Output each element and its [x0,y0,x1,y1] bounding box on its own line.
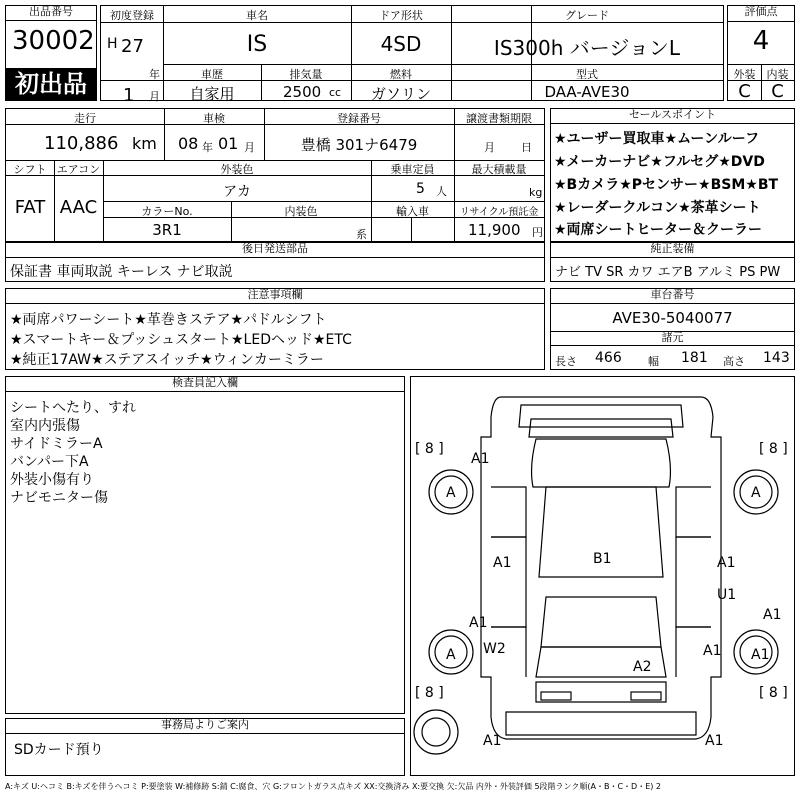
recycle-fee: 11,900 [468,221,521,239]
notes-title: 注意事項欄 [6,289,544,304]
history-label: 車歴 [201,68,223,81]
sales-point-line: ★レーダークルコン★茶革シート [554,200,761,216]
reg-month: 1 [123,85,135,106]
inspector-line: サイドミラーA [10,436,103,452]
damage-mark: W2 [483,641,506,657]
width-label: 幅 [648,355,659,368]
ext-score: C [738,81,751,102]
inspection-year-unit: 年 [202,141,213,154]
ac: AAC [59,197,98,218]
damage-mark: A [446,647,456,663]
sales-point-line: ★メーカーナビ★フルセグ★DVD [554,154,765,170]
displacement-unit: cc [329,86,342,99]
lot-label: 出品番号 [6,6,96,21]
max-load-label: 最大積載量 [471,163,527,176]
transfer-day-unit: 日 [521,141,532,154]
notes-line: ★スマートキー＆プッシュスタート★LEDヘッド★ETC [10,332,352,348]
office-box [5,718,405,776]
inspector-line: シートへたり、すれ [10,400,136,416]
car-diagram [410,376,795,776]
lot-number: 30002 [12,26,95,56]
inspection-year: 08 [178,134,199,153]
damage-mark: A1 [705,733,724,749]
damage-mark: A1 [471,451,490,467]
damage-mark: A1 [483,733,502,749]
reg-number: 豊橋 301ナ6479 [300,136,418,154]
score-box [727,5,795,101]
equipment-title: 純正装備 [551,243,794,258]
notes-line: ★純正17AW★ステアスイッチ★ウィンカーミラー [10,352,324,368]
inspector-title: 検査員記入欄 [6,377,404,392]
inspection-month: 01 [218,134,239,153]
first-reg-label: 初度登録 [110,9,154,22]
lot-number-box [5,5,97,101]
equipment-text: ナビ TV SR カワ エアB アルミ PS PW [555,265,781,280]
transfer-month-unit: 月 [484,141,495,154]
damage-mark: A1 [751,647,770,663]
sales-point-line: ★ユーザー買取車★ムーンルーフ [554,131,760,147]
transfer-doc-label: 譲渡書類期限 [466,112,532,125]
damage-mark: A [446,485,456,501]
chassis-number: AVE30-5040077 [612,309,733,327]
mark-label: [ 8 ] [415,685,444,701]
damage-mark: B1 [593,551,612,567]
int-color-unit: 系 [356,228,367,241]
later-parts-title: 後日発送部品 [6,243,544,258]
mark-label: [ 8 ] [759,685,788,701]
sales-point-line: ★両席シートヒーター＆クーラー [554,222,762,238]
sales-points-box [550,108,795,242]
color-label: 外装色 [220,163,254,176]
dims-title: 諸元 [551,332,794,346]
damage-mark: A1 [493,555,512,571]
door-type: 4SD [380,32,422,56]
inspector-line: 室内内張傷 [10,418,80,434]
height-label: 高さ [723,355,745,368]
equipment-box [550,242,795,282]
score: 4 [752,26,770,56]
inspector-line: 外装小傷有り [10,472,94,488]
score-label: 評価点 [728,6,794,22]
legend: A:キズ U:ヘコミ B:キズを伴うヘコミ P:要塗装 W:補修跡 S:錆 C:腐食、穴 G:フロントガラス点キズ XX:交換済み X:要交換 欠:欠品 内外・外装評価 5段階ランク順(A・B・C・D・E) 2 [5,782,662,791]
length: 466 [595,350,622,366]
capacity: 5 [416,181,425,197]
max-load-unit: kg [529,186,543,199]
damage-mark: U1 [717,587,737,603]
office-title: 事務局よりご案内 [6,719,404,734]
shift-label: シフト [13,163,47,176]
mileage-unit: km [132,134,157,153]
notes-line: ★両席パワーシート★革巻きステア★パドルシフト [10,312,327,328]
car-outline-svg [411,377,794,775]
car-name-label: 車名 [246,9,268,22]
damage-mark: A [751,485,761,501]
vehicle-info-grid [5,108,545,242]
mark-label: [ 8 ] [759,441,788,457]
later-parts-text: 保証書 車両取説 キーレス ナビ取説 [10,264,233,280]
mark-label: [ 8 ] [415,441,444,457]
import-label: 輸入車 [396,205,429,218]
ac-label: エアコン [56,163,101,176]
int-label: 内装 [766,68,789,81]
model-label: 型式 [576,68,598,81]
displacement-label: 排気量 [289,68,323,81]
inspection-month-unit: 月 [244,141,255,154]
shift: FAT [14,197,46,218]
chassis-title: 車台番号 [551,289,794,304]
int-color-label: 内装色 [284,205,318,218]
inspector-box [5,376,405,714]
era: H [107,36,118,52]
color-no-label: カラーNo. [141,205,193,218]
first-listing-badge: 初出品 [6,68,96,100]
color: アカ [223,184,251,200]
header-grid [100,5,724,106]
inspector-line: バンパー下A [10,454,89,470]
inspector-line: ナビモニター傷 [10,490,108,506]
sales-point-line: ★Bカメラ★Pセンサー★BSM★BT [554,177,779,193]
history: 自家用 [189,85,235,103]
fuel-label: 燃料 [390,68,412,81]
mileage-label: 走行 [74,112,96,125]
recycle-unit: 円 [532,226,543,239]
reg-number-label: 登録番号 [337,112,381,125]
inspection-label: 車検 [203,112,225,125]
mileage: 110,886 [44,133,119,154]
capacity-label: 乗車定員 [390,163,435,176]
office-text: SDカード預り [14,742,104,758]
damage-mark: A1 [469,615,488,631]
damage-mark: A2 [633,659,652,675]
length-label: 長さ [555,355,577,368]
year-unit: 年 [149,68,160,81]
fuel: ガソリン [370,85,431,103]
int-score: C [771,81,784,102]
ext-label: 外装 [733,68,756,81]
recycle-label: リサイクル預託金 [459,207,539,218]
color-no: 3R1 [152,221,182,239]
height: 143 [763,350,790,366]
car-name: IS [246,32,268,57]
model: DAA-AVE30 [544,83,630,101]
door-label: ドア形状 [379,9,423,22]
notes-box [5,288,545,370]
later-parts-box [5,242,545,282]
chassis-box [550,288,795,370]
displacement: 2500 [283,83,322,101]
month-unit: 月 [149,90,160,103]
capacity-unit: 人 [436,185,447,198]
width: 181 [681,350,708,366]
sales-points-title: セールスポイント [551,109,794,124]
grade-label: グレード [565,9,609,22]
damage-mark: A1 [717,555,736,571]
grade: IS300h バージョンL [493,36,681,60]
damage-mark: A1 [763,607,782,623]
damage-mark: A1 [703,643,722,659]
reg-year: 27 [121,36,144,57]
